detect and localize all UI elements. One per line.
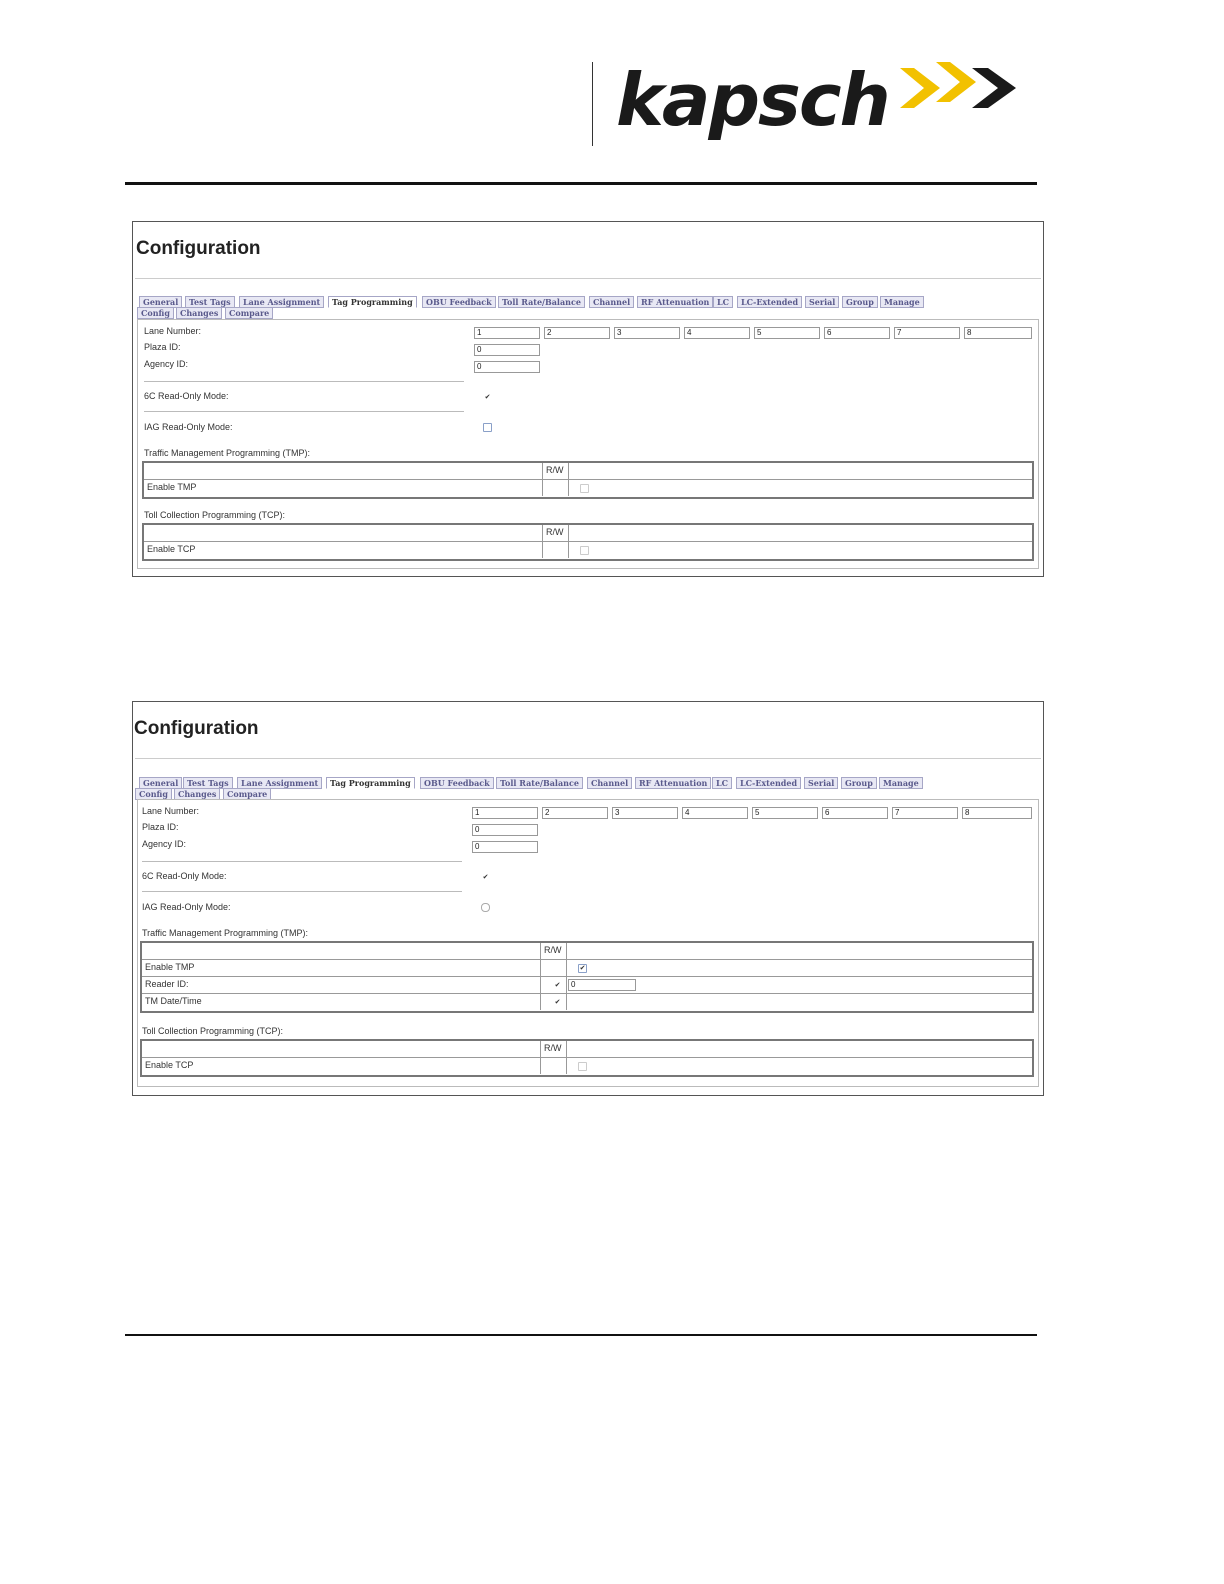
tab-general[interactable]: General xyxy=(139,777,182,789)
table-header-row xyxy=(144,463,1032,480)
tab-changes[interactable]: Changes xyxy=(176,307,222,319)
sixc-read-only-checkbox[interactable]: ✔ xyxy=(482,874,489,881)
section-divider xyxy=(144,381,464,382)
table-header-row xyxy=(142,943,1032,960)
tab-manage[interactable]: Manage xyxy=(880,296,924,308)
footer-rule xyxy=(125,1334,1037,1336)
tag-programming-panel xyxy=(137,799,1039,1087)
table-row xyxy=(144,542,1032,558)
tab-test-tags[interactable]: Test Tags xyxy=(185,296,235,308)
tab-compare[interactable]: Compare xyxy=(225,307,273,319)
enable-tcp-checkbox[interactable] xyxy=(580,546,589,555)
table-row xyxy=(144,480,1032,496)
table-row xyxy=(142,994,1032,1010)
tab-lc[interactable]: LC xyxy=(712,777,732,789)
tab-group[interactable]: Group xyxy=(842,296,878,308)
plaza-id-label: Plaza ID: xyxy=(142,822,179,832)
tab-compare[interactable]: Compare xyxy=(223,788,271,800)
tmp-table xyxy=(140,941,1034,1013)
lane-number-input-4[interactable]: 4 xyxy=(682,807,748,819)
tab-general[interactable]: General xyxy=(139,296,182,308)
enable-tmp-checkbox[interactable] xyxy=(580,484,589,493)
tm-date-time-label: TM Date/Time xyxy=(145,996,202,1006)
lane-number-label: Lane Number: xyxy=(144,326,202,336)
header-divider xyxy=(592,62,593,146)
tab-config[interactable]: Config xyxy=(135,788,172,800)
tab-manage[interactable]: Manage xyxy=(879,777,923,789)
agency-id-input[interactable]: 0 xyxy=(474,361,540,373)
tab-obu-feedback[interactable]: OBU Feedback xyxy=(422,296,496,308)
table-row xyxy=(142,960,1032,977)
tcp-section-label: Toll Collection Programming (TCP): xyxy=(142,1026,284,1036)
page-title: Configuration xyxy=(136,238,261,259)
table-header-row xyxy=(142,1041,1032,1058)
tab-toll-rate-balance[interactable]: Toll Rate/Balance xyxy=(498,296,585,308)
tmp-section-label: Traffic Management Programming (TMP): xyxy=(144,448,311,458)
tmp-section-label: Traffic Management Programming (TMP): xyxy=(142,928,309,938)
logo-arrows-icon xyxy=(900,62,1030,122)
lane-number-input-7[interactable]: 7 xyxy=(892,807,958,819)
agency-id-label: Agency ID: xyxy=(144,359,189,369)
lane-number-input-8[interactable]: 8 xyxy=(964,327,1032,339)
tab-rf-attenuation[interactable]: RF Attenuation xyxy=(637,296,713,308)
iag-read-only-label: IAG Read-Only Mode: xyxy=(144,422,233,432)
lane-number-input-2[interactable]: 2 xyxy=(542,807,608,819)
tab-serial[interactable]: Serial xyxy=(804,777,838,789)
tab-config[interactable]: Config xyxy=(137,307,174,319)
lane-number-input-5[interactable]: 5 xyxy=(754,327,820,339)
tab-test-tags[interactable]: Test Tags xyxy=(183,777,233,789)
tcp-section-label: Toll Collection Programming (TCP): xyxy=(144,510,286,520)
reader-id-input[interactable]: 0 xyxy=(568,979,636,991)
agency-id-label: Agency ID: xyxy=(142,839,187,849)
lane-number-input-6[interactable]: 6 xyxy=(822,807,888,819)
enable-tmp-label: Enable TMP xyxy=(147,482,197,492)
lane-number-input-8[interactable]: 8 xyxy=(962,807,1032,819)
enable-tmp-label: Enable TMP xyxy=(145,962,195,972)
lane-number-input-1[interactable]: 1 xyxy=(474,327,540,339)
iag-read-only-label: IAG Read-Only Mode: xyxy=(142,902,231,912)
lane-number-input-2[interactable]: 2 xyxy=(544,327,610,339)
tab-lane-assignment[interactable]: Lane Assignment xyxy=(237,777,322,789)
tab-rf-attenuation[interactable]: RF Attenuation xyxy=(635,777,711,789)
tab-toll-rate-balance[interactable]: Toll Rate/Balance xyxy=(496,777,583,789)
enable-tcp-label: Enable TCP xyxy=(147,544,196,554)
table-row xyxy=(142,977,1032,994)
rw-header: R/W xyxy=(544,1043,562,1053)
enable-tmp-checkbox[interactable]: ✔ xyxy=(579,965,586,972)
sixc-read-only-checkbox[interactable]: ✔ xyxy=(484,394,491,401)
section-divider xyxy=(144,411,464,412)
tab-group[interactable]: Group xyxy=(841,777,877,789)
lane-number-input-4[interactable]: 4 xyxy=(684,327,750,339)
plaza-id-input[interactable]: 0 xyxy=(474,344,540,356)
iag-read-only-checkbox[interactable] xyxy=(481,903,490,912)
logo-wordmark: kapsch xyxy=(616,58,889,142)
tcp-table xyxy=(142,523,1034,561)
agency-id-input[interactable]: 0 xyxy=(472,841,538,853)
sixc-read-only-label: 6C Read-Only Mode: xyxy=(142,871,227,881)
lane-number-label: Lane Number: xyxy=(142,806,200,816)
reader-id-label: Reader ID: xyxy=(145,979,189,989)
lane-number-input-7[interactable]: 7 xyxy=(894,327,960,339)
rw-header: R/W xyxy=(544,945,562,955)
tab-lc[interactable]: LC xyxy=(713,296,733,308)
iag-read-only-checkbox[interactable] xyxy=(483,423,492,432)
enable-tcp-label: Enable TCP xyxy=(145,1060,194,1070)
table-row xyxy=(142,1058,1032,1074)
tab-lane-assignment[interactable]: Lane Assignment xyxy=(239,296,324,308)
lane-number-input-3[interactable]: 3 xyxy=(612,807,678,819)
reader-id-rw-checkbox[interactable]: ✔ xyxy=(554,982,561,989)
kapsch-logo xyxy=(612,58,1032,153)
plaza-id-input[interactable]: 0 xyxy=(472,824,538,836)
lane-number-input-6[interactable]: 6 xyxy=(824,327,890,339)
plaza-id-label: Plaza ID: xyxy=(144,342,181,352)
lane-number-input-1[interactable]: 1 xyxy=(472,807,538,819)
rw-header: R/W xyxy=(546,527,564,537)
tab-lc-extended[interactable]: LC-Extended xyxy=(737,296,802,308)
tab-changes[interactable]: Changes xyxy=(174,788,220,800)
tmp-table xyxy=(142,461,1034,499)
table-header-row xyxy=(144,525,1032,542)
tab-channel[interactable]: Channel xyxy=(587,777,632,789)
tab-serial[interactable]: Serial xyxy=(805,296,839,308)
tcp-table xyxy=(140,1039,1034,1077)
tab-lc-extended[interactable]: LC-Extended xyxy=(736,777,801,789)
header-rule xyxy=(125,182,1037,185)
section-divider xyxy=(142,861,462,862)
tab-tag-programming[interactable]: Tag Programming xyxy=(326,777,415,789)
sixc-read-only-label: 6C Read-Only Mode: xyxy=(144,391,229,401)
config-screenshot-1 xyxy=(132,221,1044,577)
title-divider xyxy=(135,758,1041,759)
rw-header: R/W xyxy=(546,465,564,475)
lane-number-input-3[interactable]: 3 xyxy=(614,327,680,339)
page-title: Configuration xyxy=(134,718,259,739)
lane-number-input-5[interactable]: 5 xyxy=(752,807,818,819)
section-divider xyxy=(142,891,462,892)
title-divider xyxy=(135,278,1041,279)
tab-obu-feedback[interactable]: OBU Feedback xyxy=(420,777,494,789)
tag-programming-panel xyxy=(137,319,1039,569)
tab-tag-programming[interactable]: Tag Programming xyxy=(328,296,417,308)
enable-tcp-checkbox[interactable] xyxy=(578,1062,587,1071)
config-screenshot-2 xyxy=(132,701,1044,1096)
tab-channel[interactable]: Channel xyxy=(589,296,634,308)
tm-date-time-rw-checkbox[interactable]: ✔ xyxy=(554,999,561,1006)
